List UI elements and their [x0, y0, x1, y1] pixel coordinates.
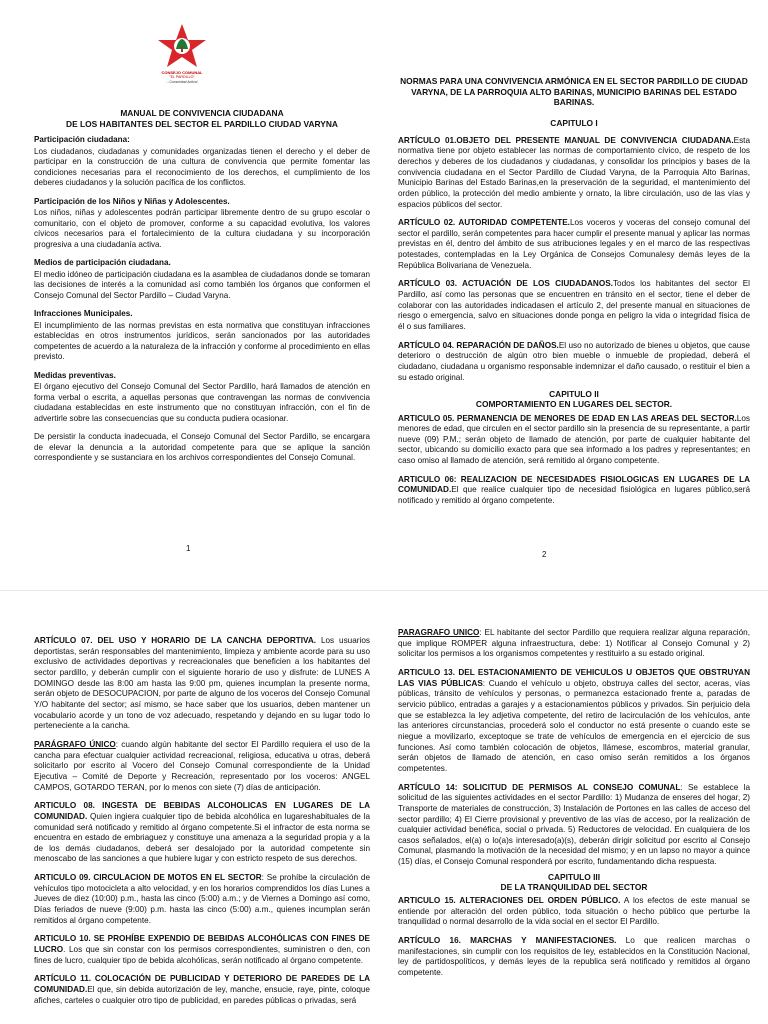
chapter-2-heading: [398, 389, 750, 409]
article-paragraph: [398, 341, 750, 384]
article-paragraph: [398, 783, 750, 868]
article-body: : Se prohíbe la circulación de vehículos tipo motocicleta a alto velocidad, y en los horarios comprendidos los días Lunes a Jueves de diez (10:00) p.m., hasta las cinco (5:00) a.m.; y de Viernes a Domingo así como, Días feriados de nueve (9:00) p.m. hasta las cinco (5:00) a.m., quienes incumplan serán remitidos al órgano competente.: [34, 873, 371, 925]
article-body: A los efectos de este manual se entiende por alteración del orden público, toda situación o hecho público que perturbe la tranquilidad o normal desarrollo de la vida social en el sector El Pardillo.: [398, 895, 750, 927]
section-paragraph: [34, 197, 370, 251]
article-paragraph: [34, 740, 370, 793]
manual-title-line1: MANUAL DE CONVIVENCIA CIUDADANA: [120, 108, 284, 118]
section-paragraph: [34, 371, 370, 425]
article-body: : cuando algún habitante del sector El Pardillo requiera el uso de la cancha para efectuar cualquier actividad recreacional, religiosa, educativa u otras, deberá solicitarlo por escrito al Vocero del Consejo Comunal correspondiente de la Unidad Ejecutiva – Comité de Deporte y Recreación, representado por los voceros: ANGEL CAMPOS, GOTARDO TERAN, por lo menos con siete (7) días de anticipación.: [34, 739, 370, 792]
article-paragraph: [34, 873, 370, 926]
logo-line-2: "EL PARDILLO": [169, 75, 195, 80]
logo-line-1: CONSEJO COMUNAL: [161, 70, 203, 75]
article-heading: ARTÍCULO 04. REPARACIÓN DE DAÑOS.: [398, 340, 559, 350]
article-heading: ARTICULO 13. DEL ESTACIONAMIENTO DE VEHICULOS U OBJETOS QUE OBSTRUYAN LAS VIAS PÚBLICAS: [398, 667, 750, 688]
article-paragraph: [34, 801, 370, 865]
section-heading: Participación ciudadana:: [34, 135, 130, 144]
section-paragraph: [34, 432, 370, 464]
document-page-1: [0, 0, 384, 572]
article-heading: ARTICULO 08. INGESTA DE BEBIDAS ALCOHOLICAS EN LUGARES DE LA COMUNIDAD.: [34, 801, 370, 821]
section-body: El medio idóneo de participación ciudadana es la asamblea de ciudadanos donde se tomaran las decisiones de interés a la comunidad así como también los órganos que conformen el Consejo Comunal del Sector Pardillo – Ciudad Varyna.: [34, 269, 370, 300]
chapter-2-title: COMPORTAMIENTO EN LUGARES DEL SECTOR.: [475, 399, 673, 410]
logo-line-3: ...Comunidad Activa!: [166, 79, 198, 84]
article-paragraph: [398, 414, 750, 467]
article-paragraph: [398, 218, 750, 271]
section-heading: Infracciones Municipales.: [34, 309, 133, 319]
page-divider: [0, 590, 768, 601]
article-heading: ARTÍCULO 07. DEL USO Y HORARIO DE LA CANCHA DEPORTIVA.: [34, 636, 317, 645]
section-paragraph: [34, 258, 370, 301]
article-paragraph: [398, 936, 750, 979]
article-body: El uso no autorizado de bienes u objetos, que cause deterioro o destrucción de algún otro bien mueble o inmueble de propiedad, deberá el ciudadano, ciudadana u organismo responsable indemnizar el daño causado, o restituir el bien a su estado original.: [398, 340, 750, 382]
article-body: Los usuarios deportistas, serán responsables del mantenimiento, limpieza y ambiente acorde para su uso exclusivo de actividades deportivas y recreacionales que beneficien a los habitantes del sector pardillo, y deberán cumplir con el siguiente horario de uso y disfrute: de LUNES A DOMINGO desde las 8:00 am hasta las 9:00 pm, quienes incumplan la presente norma, serán objeto de DESOCUPACION, por parte de alguno de los voceros del Consejo Comunal Y/O habitante del sector; así mismo, se hace saber que los usuarios, deben mantener un vocabulario acorde y un tono de voz adecuado, respetando y dejando en su lugar todo lo perteneciente a la cancha.: [34, 636, 370, 731]
chapter-3-title: DE LA TRANQUILIDAD DEL SECTOR: [500, 881, 648, 892]
article-body: Todos los habitantes del sector El Pardillo, así como las personas que se encuentren en tránsito en el sector, tiene el deber de colaborar con las autoridades indicadasen el artículo 2, del presente manual en situaciones de riesgo o emergencia, salvo en situaciones donde ponga en peligro la vida o integridad física de él o sus familiares.: [398, 279, 750, 332]
article-heading: ARTICULO 15. ALTERACIONES DEL ORDEN PÚBLICO.: [398, 895, 621, 905]
article-heading: ARTÍCULO 02. AUTORIDAD COMPETENTE.: [398, 218, 570, 228]
article-heading: PARÁGRAFO ÚNICO: [34, 739, 116, 749]
article-paragraph: [34, 974, 370, 1006]
article-body: : Cuando el vehículo u objeto, obstruya calles del sector, aceras, vías públicas, tránsito de vehículos y personas, o permanezca estacionado frente a, paradas de servicio público, entradas a garajes y a estacionamientos públicos y privados. Sin perjuicio dela que se establezca la ley adjetiva competente, del retiro de lacirculación de los vehículos, ante las anteriores circunstancias, procederá solo el conductor no está presente o cuando este se niegue a movilizarlo, exceptoque se trate de vehículos de emergencia en el ejercicio de sus funciones. Así como también colocación de objetos, llámese, escombros, material granular, serán objetos de llamado de atención, en caso omiso serán remitidos a los órganos competentes.: [398, 678, 750, 773]
page-number-2: 2: [542, 550, 547, 559]
document-page-2: [384, 0, 768, 572]
section-body: El incumplimiento de las normas previstas en esta normativa que constituyan infracciones establecidas en otros instrumentos jurídicos, serán sancionados por las autoridades competentes de acuerdo a la naturaleza de la infracción y conforme al procedimiento en ellas previsto.: [34, 320, 370, 362]
chapter-3-heading: [398, 872, 750, 892]
article-body: El que realice cualquier tipo de necesidad fisiológica en lugares público,será notificado y remitido al órgano competente.: [398, 485, 750, 506]
page3-articles: [34, 636, 370, 1006]
page4-articles-b: [398, 896, 750, 979]
article-paragraph: [398, 136, 750, 211]
article-heading: ARTÍCULO 16. MARCHAS Y MANIFESTACIONES.: [398, 935, 617, 945]
section-body: De persistir la conducta inadecuada, el Consejo Comunal del Sector Pardillo, se encargara de elevar la denuncia a la autoridad competente para que se aplique la sanción correspondiente y se sustanciara en los archivos correspondientes del Consejo Comunal.: [34, 432, 370, 463]
article-paragraph: [398, 279, 750, 332]
section-paragraph: [34, 135, 370, 189]
section-body: Los niños, niñas y adolescentes podrán participar libremente dentro de su grupo escolar o comunitario, con el objeto de promover, conforme a su capacidad evolutiva, los valores cívicos necesarios para el fortalecimiento de la cultura ciudadana y su incorporación progresiva a una ciudadanía activa.: [34, 208, 370, 249]
article-heading: PARAGRAFO UNICO: [398, 628, 480, 637]
article-body: : Se establece la solicitud de las siguientes actividades en el sector Pardillo: 1) Mudanza de enseres del hogar, 2) Transporte de materiales de construcción, 3) Instalación de Portones en las calles de acceso del sector pardillo; 4) El Cierre provisional y preventivo de las vías de acceso, por la realización de cualquier actividad benéfica, social o privada. 5) Reductores de velocidad. En cualquiera de los casos señalados, el(a) o lo(a)s interesado(a)(s), deberán dirigir solicitud por escrito al Consejo Comunal, plasmando la motivación de la necesidad del mismo; y en un lapso no mayor a quince (15) días, el Consejo Comunal responderá por escrito, fundamentando dicha respuesta.: [398, 782, 750, 867]
consejo-comunal-logo: [150, 22, 214, 84]
article-body: Lo que realicen marchas o manifestaciones, sin cumplir con los requisitos de ley, establecidos en la Constitución Nacional, ley de partidospolíticos, y demás leyes de la republica será notificado y remitidos al órgano competente.: [398, 935, 750, 977]
chapter-3-number: CAPITULO III: [547, 871, 601, 882]
article-heading: ARTÍCULO 03. ACTUACIÓN DE LOS CIUDADANOS.: [398, 279, 613, 289]
article-heading: ARTICULO 09. CIRCULACION DE MOTOS EN EL SECTOR: [34, 873, 262, 883]
page1-sections: [34, 135, 370, 464]
article-body: Los voceros y voceras del consejo comunal del sector el pardillo, serán competentes para hacer cumplir el presente manual y aplicar las normas previstas en él, dentro del ámbito de sus atribuciones legales y en el marco de las respectivas potestades, contempladas en la Ley Orgánica de Consejos Comunalesy demás leyes de la República Bolivariana de Venezuela.: [398, 218, 751, 270]
article-heading: ARTÍCULO 01.OBJETO DEL PRESENTE MANUAL DE CONVIVENCIA CIUDADANA.: [398, 135, 734, 145]
article-body: El que, sin debida autorización de ley, manche, ensucie, raye, pinte, coloque afiches, carteles o cualquier otro tipo de publicidad, en paredes públicas o privadas, será: [34, 985, 370, 1005]
article-heading: ARTICULO 06: REALIZACION DE NECESIDADES FISIOLOGICAS EN LUGARES DE LA COMUNIDAD.: [398, 474, 750, 495]
page2-articles-a: [398, 136, 750, 384]
chapter-2-number: CAPITULO II: [549, 389, 599, 400]
normas-title: NORMAS PARA UNA CONVIVENCIA ARMÓNICA EN EL SECTOR PARDILLO DE CIUDAD VARYNA, DE LA PARROQUIA ALTO BARINAS, MUNICIPIO BARINAS DEL ESTADO BARINAS.: [400, 76, 748, 107]
article-paragraph: [398, 896, 750, 928]
article-heading: ARTICULO 05. PERMANENCIA DE MENORES DE EDAD EN LAS AREAS DEL SECTOR.: [398, 413, 737, 423]
article-body: : EL habitante del sector Pardillo que requiera realizar alguna reparación, que implique ROMPER alguna infraestructura, debe: 1) Notificar al Consejo Comunal y 2) solicitar los permisos a los organismos competentes y restituirlo a su estado original.: [398, 628, 750, 659]
section-heading: Medios de participación ciudadana.: [34, 258, 171, 268]
article-paragraph: [34, 636, 370, 732]
section-paragraph: [34, 309, 370, 363]
document-page-3: [0, 618, 384, 1024]
section-heading: Medidas preventivas.: [34, 370, 116, 380]
manual-title: [34, 108, 370, 129]
article-paragraph: [398, 668, 750, 775]
section-body: Los ciudadanos, ciudadanas y comunidades organizadas tienen el derecho y el deber de participar en la construcción de una cultura de convivencia que permite fomentar las condiciones necesarias para el reconocimiento de los derechos, el cumplimiento de los deberes ciudadanos y la solución pacífica de los conflictos.: [34, 146, 370, 188]
page-number-1: 1: [186, 544, 191, 553]
article-heading: ARTÍCULO 14: SOLICITUD DE PERMISOS AL CONSEJO COMUNAL: [398, 782, 681, 792]
article-body: Esta normativa tiene por objeto establecer las normas de comportamiento cívico, de respeto de los derechos y deberes de los ciudadanos y ciudadanas, y consolidar los principios y bases de la convivencia ciudadana en el Sector Pardillo de Ciudad Varyna, de la Parroquia Alto Barinas, Municipio Barinas del Estado Barinas,en la preservación de la seguridad, el mantenimiento del orden público, la protección del medio ambiente y ornato, la libre circulación, uso de las vías y espacios públicos del sector.: [398, 135, 750, 209]
article-body: Quien ingiera cualquier tipo de bebida alcohólica en lugareshabituales de la comunidad será notificado y remitido al órgano competente.Si el infractor de esta norma se encuentra en estado de embriaguez y constituye una amenaza a la seguridad propia y a la de los demás ciudadanos, deberá ser desalojado por la autoridad competente sin menoscabo de las sanciones a que hubiere lugar y con estricto respeto de sus derechos.: [34, 811, 370, 864]
article-paragraph: [398, 628, 750, 660]
star-logo-icon: [150, 22, 214, 70]
article-paragraph: [398, 475, 750, 507]
page2-articles-b: [398, 414, 750, 507]
section-body: El órgano ejecutivo del Consejo Comunal del Sector Pardillo, hará llamados de atención en forma verbal o escrita, a aquellas personas que contravengan las normas de convivencia ciudadana establecidas en este instrumento que no constituyan infracción, con el fin de advertirle sobre las consecuencias que su conducta pudiera ocasionar.: [34, 382, 370, 423]
article-heading: ARTICULO 10. SE PROHÍBE EXPENDIO DE BEBIDAS ALCOHÓLICAS CON FINES DE LUCRO: [34, 934, 370, 955]
manual-title-line2: DE LOS HABITANTES DEL SECTOR EL PARDILLO CIUDAD VARYNA: [66, 118, 338, 129]
section-heading: Participación de los Niños y Niñas y Adolescentes.: [34, 196, 230, 206]
article-body: Los menores de edad, que circulen en el sector pardillo sin la presencia de su representante, a partir nueve (09) P.M.; serán objeto de llamado de atención, por parte de cualquier habitante del sector, ubicando su domicilio exacto para que sea informado a los padres y representantes; en caso omiso al llamado de atención, será remitido al órgano competente.: [398, 413, 750, 466]
article-paragraph: [34, 934, 370, 966]
article-body: . Los que sin constar con los permisos correspondientes, suministren o den, con fines de lucro, cualquier tipo de bebida alcohólicas, serán notificado al órgano competente.: [34, 945, 370, 965]
document-page-4: [384, 618, 768, 1024]
article-heading: ARTÍCULO 11. COLOCACIÓN DE PUBLICIDAD Y DETERIORO DE PAREDES DE LA COMUNIDAD.: [34, 974, 370, 995]
page4-articles-a: [398, 628, 750, 868]
chapter-1-heading: CAPITULO I: [550, 117, 598, 128]
